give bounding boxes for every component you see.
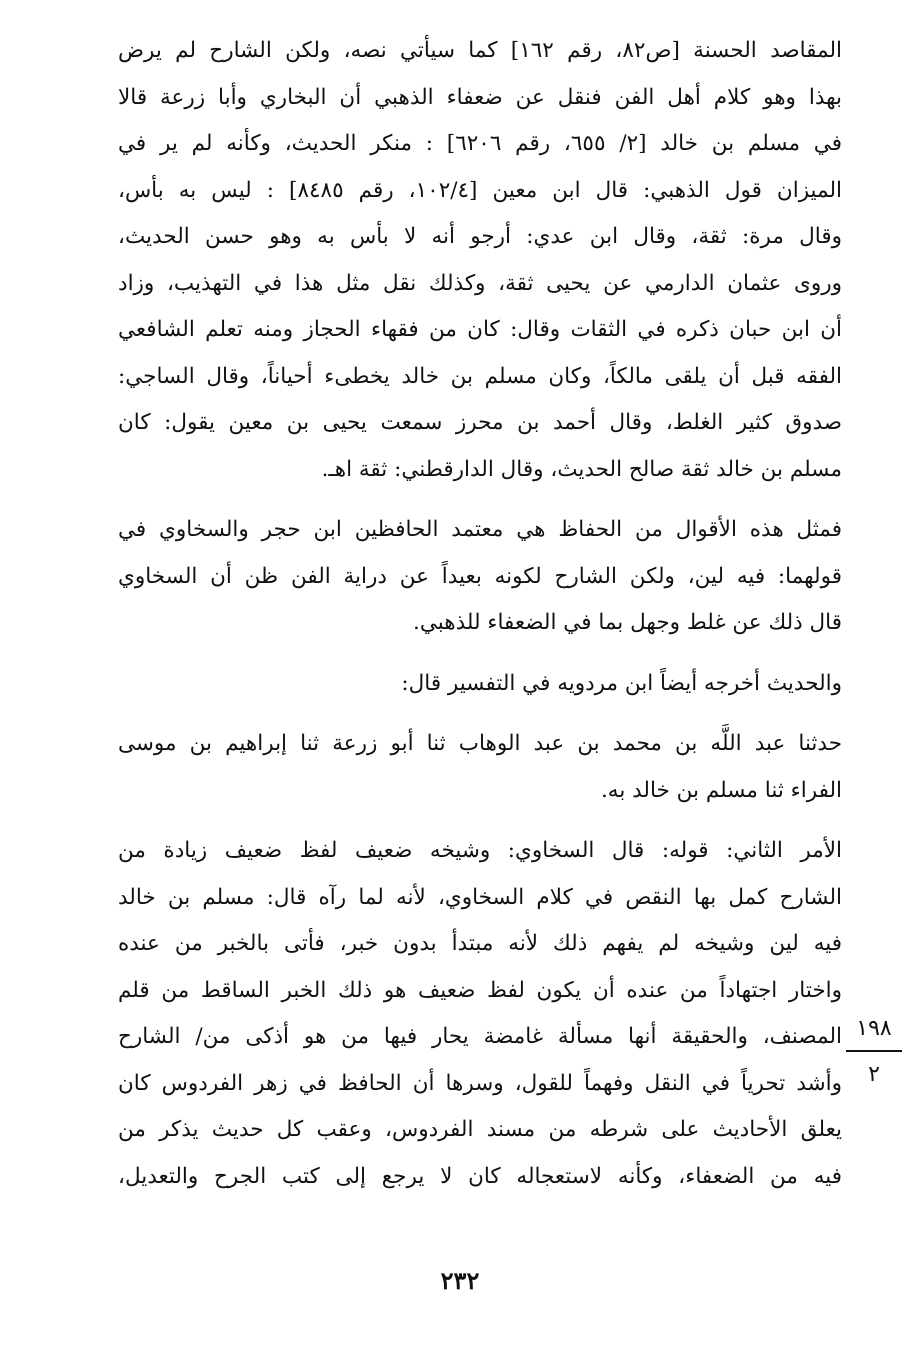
text-line: وقال مرة: ثقة، وقال ابن عدي: أرجو أنه لا بأس به وهو حسن الحديث، (118, 224, 842, 249)
text-line: المقاصد الحسنة [ص٨٢، رقم ١٦٢] كما سيأتي نصه، ولكن الشارح لم يرض (118, 38, 842, 63)
paragraph-1 (118, 28, 842, 493)
text-line: الميزان قول الذهبي: قال ابن معين [١٠٢/٤، رقم ٨٤٨٥] : ليس به بأس، (118, 177, 842, 203)
margin-reference-note (846, 1010, 902, 1094)
text-line: فمثل هذه الأقوال من الحفاظ هي معتمد الحافظين ابن حجر والسخاوي في (118, 517, 842, 542)
text-line: الفقه قبل أن يلقى مالكاً، وكان مسلم بن خالد يخطىء أحياناً، وقال الساجي: (118, 363, 842, 389)
paragraph-3 (118, 661, 842, 708)
paragraph-4 (118, 721, 842, 814)
margin-reference-sub: ٢ (868, 1062, 880, 1087)
paragraph-2 (118, 507, 842, 647)
text-line: واختار اجتهاداً من عنده أن يكون لفظ ضعيف هو ذلك الخبر الساقط من قلم (118, 977, 842, 1003)
text-line: وأشد تحرياً في النقل وفهماً للقول، وسرها أن الحافظ في زهر الفردوس كان (118, 1070, 842, 1096)
text-line: الفراء ثنا مسلم بن خالد به. (600, 777, 842, 803)
text-line: الأمر الثاني: قوله: قال السخاوي: وشيخه ضعيف لفظ ضعيف زيادة من (118, 838, 842, 863)
text-line: في مسلم بن خالد [٢/ ٦٥٥، رقم ٦٢٠٦] : منكر الحديث، وكأنه لم ير في (118, 131, 843, 156)
page-number: ٢٣٢ (440, 1266, 480, 1295)
text-line: الشارح كمل بها النقص في كلام السخاوي، لأنه لما رآه قال: مسلم بن خالد (118, 884, 842, 910)
margin-reference-number: ١٩٨ (846, 1010, 902, 1052)
text-line: قال ذلك عن غلط وجهل بما في الضعفاء للذهبي. (413, 610, 842, 635)
body-text (118, 28, 842, 1214)
text-line: فيه لين وشيخه لم يفهم ذلك لأنه مبتدأ بدون خبر، فأتى بالخبر من عنده (118, 931, 842, 956)
text-line: حدثنا عبد اللَّه بن محمد بن عبد الوهاب ثنا أبو زرعة ثنا إبراهيم بن موسى (118, 731, 842, 756)
text-line: المصنف، والحقيقة أنها مسألة غامضة يحار فيها من هو أذكى من/ الشارح (118, 1024, 842, 1049)
text-line: صدوق كثير الغلط، وقال أحمد بن محرز سمعت يحيى بن معين يقول: كان (118, 410, 842, 435)
text-line: والحديث أخرجه أيضاً ابن مردويه في التفسير قال: (401, 670, 842, 696)
text-line: فيه من الضعفاء، وكأنه لاستعجاله كان لا يرجع إلى كتب الجرح والتعديل، (118, 1163, 842, 1189)
text-line: وروى عثمان الدارمي عن يحيى ثقة، وكذلك نقل مثل هذا في التهذيب، وزاد (118, 270, 842, 296)
paragraph-5 (118, 828, 842, 1200)
text-line: مسلم بن خالد ثقة صالح الحديث، وقال الدارقطني: ثقة اهـ. (321, 456, 842, 482)
text-line: قولهما: فيه لين، ولكن الشارح لكونه بعيداً عن دراية الفن ظن أن السخاوي (118, 563, 842, 589)
text-line: يعلق الأحاديث على شرطه من مسند الفردوس، وعقب كل حديث يذكر من (118, 1117, 842, 1142)
text-line: أن ابن حبان ذكره في الثقات وقال: كان من فقهاء الحجاز ومنه تعلم الشافعي (118, 317, 842, 342)
text-line: بهذا وهو كلام أهل الفن فنقل عن ضعفاء الذهبي أن البخاري وأبا زرعة قالا (118, 84, 842, 110)
